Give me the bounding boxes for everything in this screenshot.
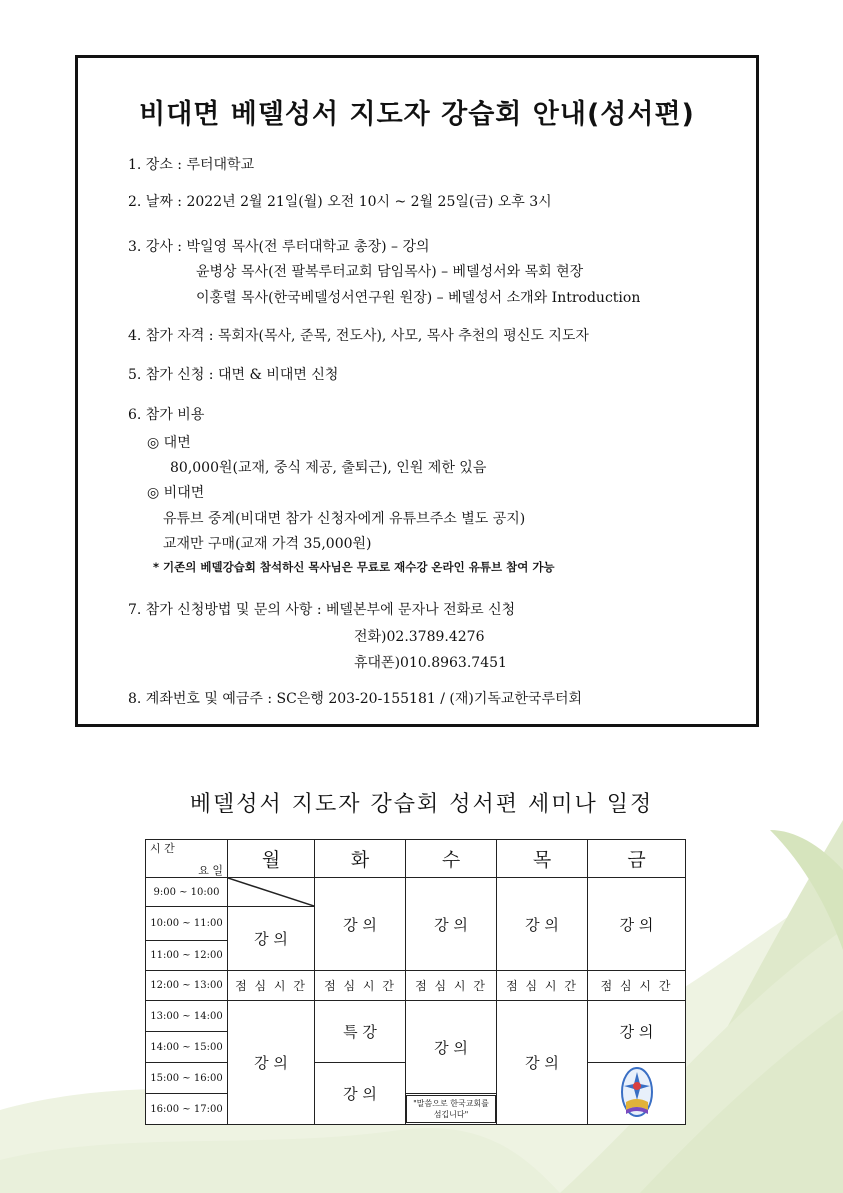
lunch-thu: 점 심 시 간 bbox=[497, 971, 588, 1001]
time-cell: 12:00 ~ 13:00 bbox=[146, 971, 228, 1001]
time-cell: 15:00 ~ 16:00 bbox=[146, 1063, 228, 1094]
lecture-mon-am: 강 의 bbox=[228, 907, 315, 971]
table-row bbox=[146, 971, 686, 1001]
cost-online-detail-2: 교재만 구매(교재 가격 35,000원) bbox=[163, 536, 372, 552]
schedule-title: 베델성서 지도자 강습회 성서편 세미나 일정 bbox=[189, 792, 654, 817]
time-cell: 13:00 ~ 14:00 bbox=[146, 1001, 228, 1032]
corner-header bbox=[146, 840, 228, 878]
account-line: 8. 계좌번호 및 예금주 : SC은행 203-20-155181 / (재)기독교한국루터회 bbox=[128, 691, 583, 707]
lecture-mon-pm: 강 의 bbox=[228, 1001, 315, 1125]
lecture-fri-am: 강 의 bbox=[588, 878, 686, 971]
corner-day-label: 요 일 bbox=[198, 863, 223, 877]
cost-heading: 6. 참가 비용 bbox=[128, 407, 205, 423]
special-lecture-tue: 특 강 bbox=[315, 1001, 406, 1063]
cost-in-person-detail: 80,000원(교재, 중식 제공, 출퇴근), 인원 제한 있음 bbox=[170, 460, 487, 476]
day-header-mon: 월 bbox=[228, 840, 315, 878]
cost-note: * 기존의 베델강습회 참석하신 목사님은 무료로 재수강 온라인 유튜브 참여 가능 bbox=[153, 560, 555, 574]
notice-title: 비대면 베델성서 지도자 강습회 안내(성서편) bbox=[139, 99, 695, 130]
table-row bbox=[146, 878, 686, 907]
time-cell: 16:00 ~ 17:00 bbox=[146, 1094, 228, 1125]
cost-online-detail-1: 유튜브 중계(비대면 참가 신청자에게 유튜브주소 별도 공지) bbox=[163, 511, 526, 527]
lunch-mon: 점 심 시 간 bbox=[228, 971, 315, 1001]
empty-slash-cell bbox=[228, 878, 315, 907]
lecture-fri-pm: 강 의 bbox=[588, 1001, 686, 1063]
day-header-thu: 목 bbox=[497, 840, 588, 878]
table-row bbox=[146, 1001, 686, 1032]
time-cell: 14:00 ~ 15:00 bbox=[146, 1032, 228, 1063]
corner-time-label: 시 간 bbox=[150, 841, 175, 855]
time-cell: 9:00 ~ 10:00 bbox=[146, 878, 228, 907]
lunch-tue: 점 심 시 간 bbox=[315, 971, 406, 1001]
time-cell: 10:00 ~ 11:00 bbox=[146, 907, 228, 941]
lecture-thu-am: 강 의 bbox=[497, 878, 588, 971]
slogan-cell bbox=[406, 1094, 497, 1125]
lecture-wed-am: 강 의 bbox=[406, 878, 497, 971]
schedule-table bbox=[145, 839, 686, 1125]
contact-line: 7. 참가 신청방법 및 문의 사항 : 베델본부에 문자나 전화로 신청 bbox=[128, 602, 516, 618]
emblem-cell bbox=[588, 1063, 686, 1125]
diagonal-line bbox=[228, 878, 314, 906]
lecturer-line-3: 이홍렬 목사(한국베델성서연구원 원장) – 베델성서 소개와 Introduction bbox=[196, 290, 641, 306]
notice-box bbox=[75, 55, 759, 727]
lecture-tue-am: 강 의 bbox=[315, 878, 406, 971]
lecturer-line-1: 3. 강사 : 박일영 목사(전 루터대학교 총장) – 강의 bbox=[128, 239, 430, 255]
lecture-wed-pm: 강 의 bbox=[406, 1001, 497, 1094]
contact-mobile: 휴대폰)010.8963.7451 bbox=[354, 655, 507, 671]
bethel-emblem-icon bbox=[620, 1066, 654, 1118]
day-header-fri: 금 bbox=[588, 840, 686, 878]
slogan-text: "말씀으로 한국교회를 섬깁니다" bbox=[406, 1095, 496, 1123]
time-cell: 11:00 ~ 12:00 bbox=[146, 941, 228, 971]
table-row bbox=[146, 840, 686, 878]
day-header-wed: 수 bbox=[406, 840, 497, 878]
qualification-line: 4. 참가 자격 : 목회자(목사, 준목, 전도사), 사모, 목사 추천의 평신도 지도자 bbox=[128, 328, 589, 344]
contact-phone: 전화)02.3789.4276 bbox=[354, 629, 485, 645]
day-header-tue: 화 bbox=[315, 840, 406, 878]
place-line: 1. 장소 : 루터대학교 bbox=[128, 157, 255, 173]
lunch-wed: 점 심 시 간 bbox=[406, 971, 497, 1001]
cost-in-person-label: ◎ 대면 bbox=[147, 435, 191, 451]
lecture-thu-pm: 강 의 bbox=[497, 1001, 588, 1125]
lunch-fri: 점 심 시 간 bbox=[588, 971, 686, 1001]
lecturer-line-2: 윤병상 목사(전 팔복루터교회 담임목사) – 베델성서와 목회 현장 bbox=[196, 264, 584, 280]
cost-online-label: ◎ 비대면 bbox=[147, 485, 205, 501]
date-line: 2. 날짜 : 2022년 2월 21일(월) 오전 10시 ~ 2월 25일(금) 오후 3시 bbox=[128, 194, 552, 210]
application-line: 5. 참가 신청 : 대면 & 비대면 신청 bbox=[128, 367, 339, 383]
lecture-tue-pm: 강 의 bbox=[315, 1063, 406, 1125]
